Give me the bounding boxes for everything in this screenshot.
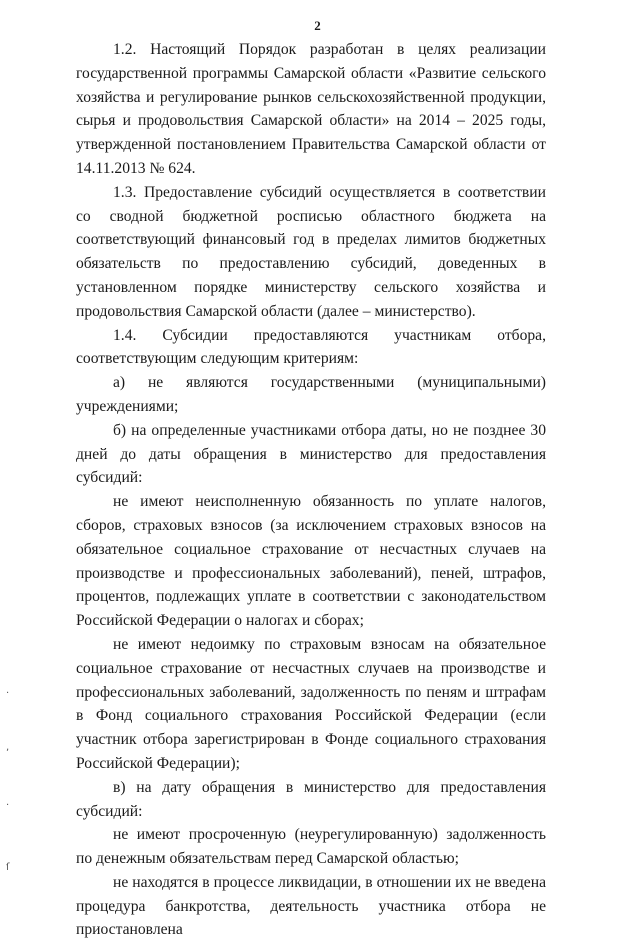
- paragraph-1-3: 1.3. Предоставление субсидий осуществляется в соответствии со сводной бюджетной росписью областного бюджета на соответствующий финансовый год в пределах лимитов бюджетных обязательств по предоставлению субсидий, доведенных в установленном порядке министерству сельского хозяйства и продовольствия Самарской области (далее – министерство).: [76, 183, 546, 320]
- scan-speck: ,: [6, 742, 10, 753]
- paragraph-1-4: 1.4. Субсидии предоставляются участникам отбора, соответствующим следующим критериям:: [76, 326, 546, 368]
- criterion-c: в) на дату обращения в министерство для предоставления субсидий:: [76, 778, 546, 820]
- criterion-b: б) на определенные участниками отбора даты, но не позднее 30 дней до даты обращения в министерство для предоставления субсидий:: [76, 421, 546, 487]
- criterion-b-tax-debt: не имеют неисполненную обязанность по уплате налогов, сборов, страховых взносов (за исключением страховых взносов на обязательное социальное страхование от несчастных случаев на производстве и профессиональных заболеваний), пеней, штрафов, процентов, подлежащих уплате в соответствии с законодательством Российской Федерации о налогах и сборах;: [76, 493, 546, 630]
- document-body: [76, 38, 546, 942]
- criterion-c-overdue-debt: не имеют просроченную (неурегулированную) задолженность по денежным обязательствам перед Самарской областью;: [76, 826, 546, 868]
- scan-speck: ·: [6, 800, 10, 811]
- criterion-c-liquidation: не находятся в процессе ликвидации, в отношении их не введена процедура банкротства, деятельность участника отбора не приостановлена: [76, 873, 546, 939]
- scan-speck: ſ: [6, 862, 10, 873]
- criterion-b-insurance-debt: не имеют недоимку по страховым взносам на обязательное социальное страхование от несчастных случаев на производстве и профессиональных заболеваний, задолженность по пеням и штрафам в Фонд социального страхования Российской Федерации (если участник отбора зарегистрирован в Фонде социального страхования Российской Федерации);: [76, 635, 546, 772]
- scan-speck: ·: [6, 688, 10, 699]
- page-number: 2: [314, 18, 321, 33]
- paragraph-1-2: 1.2. Настоящий Порядок разработан в целях реализации государственной программы Самарской области «Развитие сельского хозяйства и регулирование рынков сельскохозяйственной продукции, сырья и продовольствия Самарской области» на 2014 – 2025 годы, утвержденной постановлением Правительства Самарской области от 14.11.2013 № 624.: [76, 41, 546, 177]
- criterion-a: а) не являются государственными (муниципальными) учреждениями;: [76, 374, 546, 415]
